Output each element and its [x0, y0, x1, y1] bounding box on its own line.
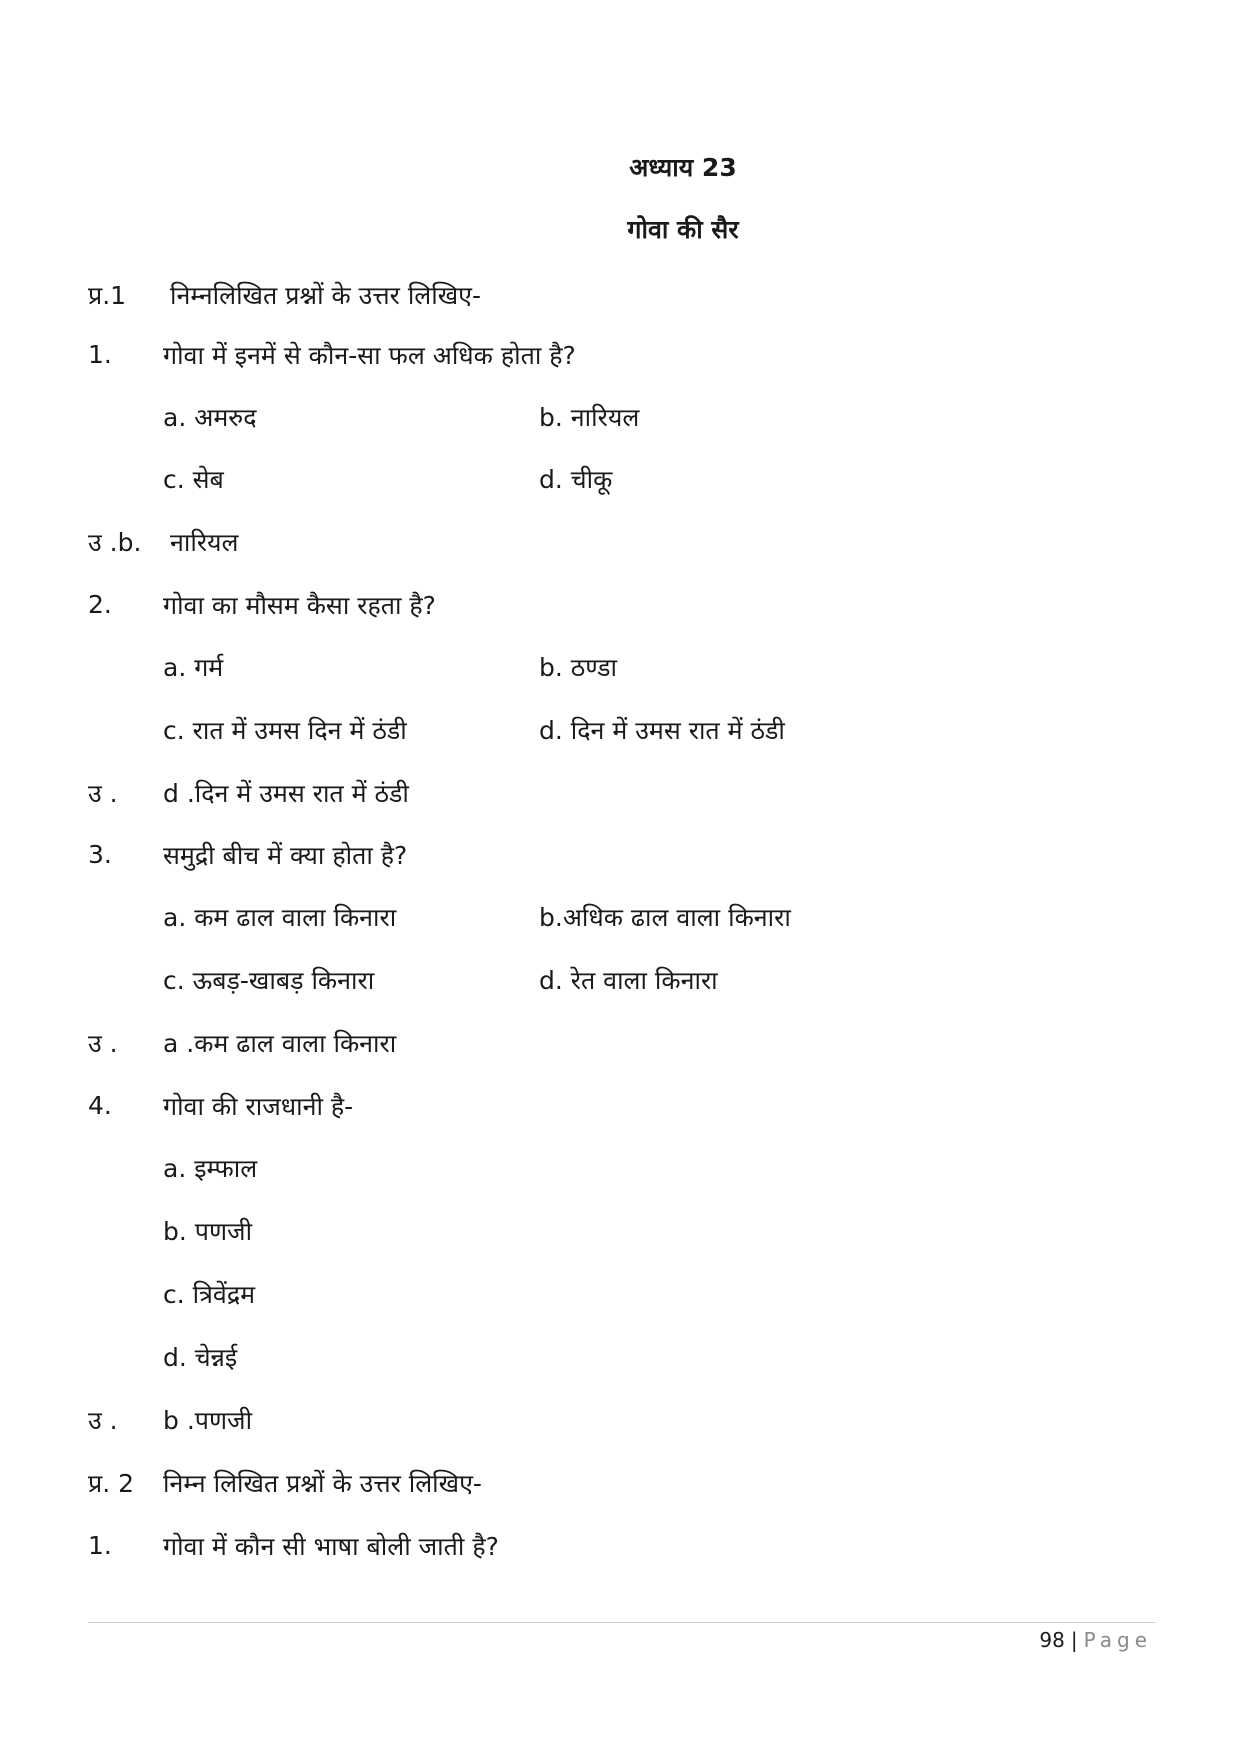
answer-label: उ . [88, 779, 118, 808]
answer-label: उ . [88, 1029, 118, 1058]
option-c: c. त्रिवेंद्रम [163, 1280, 256, 1309]
answer-label: उ .b. [88, 528, 142, 557]
chapter-heading: अध्याय 23 [629, 153, 737, 182]
question-number: 1. [88, 1531, 112, 1560]
option-b: b. पणजी [163, 1217, 253, 1246]
lesson-title: गोवा की सैर [627, 215, 739, 244]
question-text: गोवा में कौन सी भाषा बोली जाती है? [163, 1532, 499, 1561]
answer-text: नारियल [170, 528, 239, 557]
question-text: गोवा में इनमें से कौन-सा फल अधिक होता है? [163, 341, 576, 370]
option-a: a. कम ढाल वाला किनारा [163, 903, 397, 932]
option-d: d. चीकू [539, 465, 613, 494]
page-footer [1039, 1628, 1152, 1652]
question-number: 1. [88, 340, 112, 369]
option-c: c. रात में उमस दिन में ठंडी [163, 716, 407, 745]
option-d: d. चेन्नई [163, 1343, 238, 1372]
option-b: b. नारियल [539, 403, 640, 432]
answer-text: a .कम ढाल वाला किनारा [163, 1029, 397, 1058]
option-d: d. दिन में उमस रात में ठंडी [539, 716, 785, 745]
question-text: समुद्री बीच में क्या होता है? [163, 841, 408, 870]
question-number: 3. [88, 840, 112, 869]
option-c: c. ऊबड़-खाबड़ किनारा [163, 966, 375, 995]
question-set-instruction: निम्नलिखित प्रश्नों के उत्तर लिखिए- [170, 281, 482, 310]
option-d: d. रेत वाला किनारा [539, 966, 718, 995]
question-number: 4. [88, 1091, 112, 1120]
question-set-label: प्र. 2 [88, 1469, 135, 1498]
option-c: c. सेब [163, 465, 224, 494]
footer-divider [88, 1622, 1156, 1623]
answer-text: b .पणजी [163, 1406, 253, 1435]
option-a: a. अमरुद [163, 403, 257, 432]
page-label: Page [1083, 1628, 1152, 1652]
question-text: गोवा की राजधानी है- [163, 1092, 354, 1121]
option-a: a. इम्फाल [163, 1154, 258, 1183]
page-number: 98 [1039, 1628, 1065, 1652]
footer-separator: | [1070, 1628, 1078, 1652]
option-a: a. गर्म [163, 653, 224, 682]
answer-text: d .दिन में उमस रात में ठंडी [163, 779, 409, 808]
option-b: b.अधिक ढाल वाला किनारा [539, 903, 791, 932]
option-b: b. ठण्डा [539, 653, 618, 682]
question-set-instruction: निम्न लिखित प्रश्नों के उत्तर लिखिए- [163, 1469, 482, 1498]
question-set-label: प्र.1 [88, 281, 127, 310]
question-number: 2. [88, 590, 112, 619]
question-text: गोवा का मौसम कैसा रहता है? [163, 591, 436, 620]
answer-label: उ . [88, 1406, 118, 1435]
